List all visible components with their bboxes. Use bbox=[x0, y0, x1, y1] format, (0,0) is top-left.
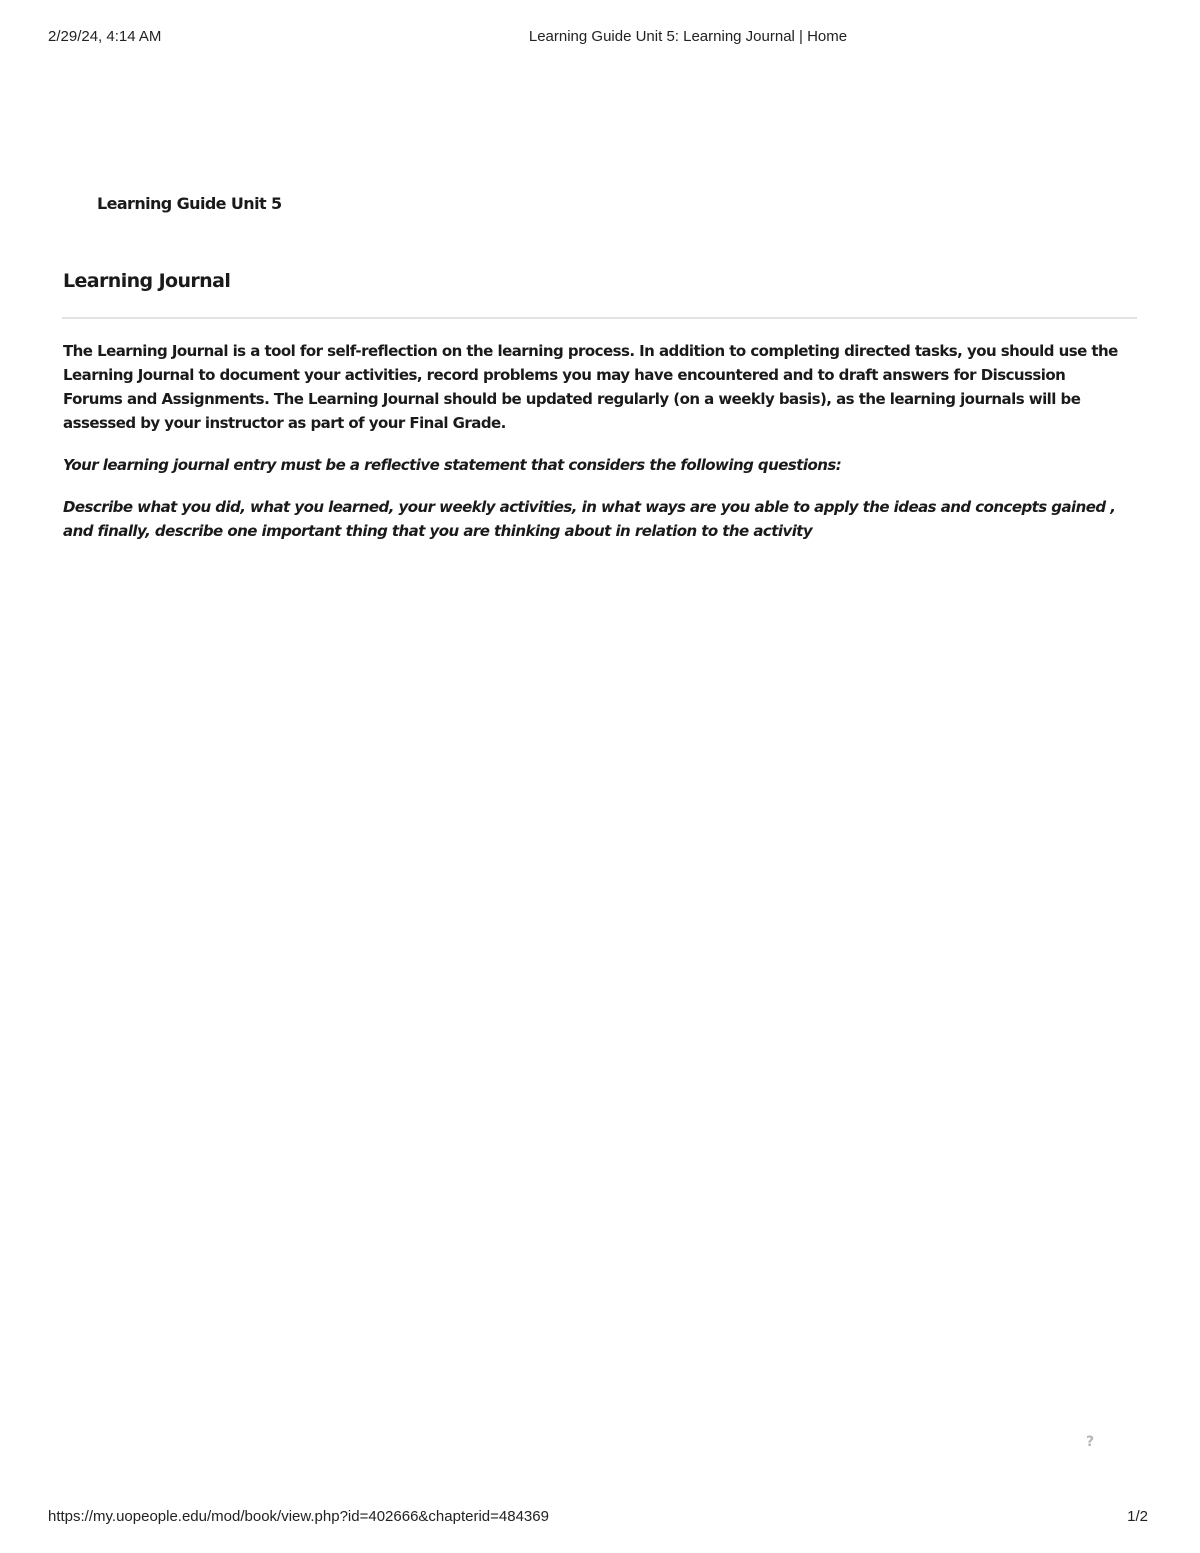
questions-paragraph: Describe what you did, what you learned, your weekly activities, in what ways are you able to apply the ideas and concepts gained , and finally, describe one important thing that you are thinking about in relation to the activity bbox=[63, 498, 1116, 540]
question-mark-icon[interactable]: ? bbox=[1085, 1434, 1095, 1450]
print-footer-page-number: 1/2 bbox=[1127, 1508, 1148, 1525]
print-footer-url: https://my.uopeople.edu/mod/book/view.php?id=402666&chapterid=484369 bbox=[48, 1508, 549, 1525]
page-title: Learning Journal bbox=[63, 270, 231, 292]
title-divider bbox=[62, 317, 1137, 319]
print-header-datetime: 2/29/24, 4:14 AM bbox=[48, 28, 162, 45]
chapter-content bbox=[63, 339, 1128, 561]
intro-paragraph: The Learning Journal is a tool for self-reflection on the learning process. In addition to completing directed tasks, you should use the Learning Journal to document your activities, record problems you may have encountered and to draft answers for Discussion Forums and Assignments. The Learning Journal should be updated regularly (on a weekly basis), as the learning journals will be assessed by your instructor as part of your Final Grade. bbox=[63, 342, 1118, 432]
book-title[interactable]: Learning Guide Unit 5 bbox=[97, 194, 282, 213]
print-header-title: Learning Guide Unit 5: Learning Journal | Home bbox=[528, 28, 848, 45]
instruction-paragraph: Your learning journal entry must be a reflective statement that considers the following questions: bbox=[63, 456, 842, 474]
